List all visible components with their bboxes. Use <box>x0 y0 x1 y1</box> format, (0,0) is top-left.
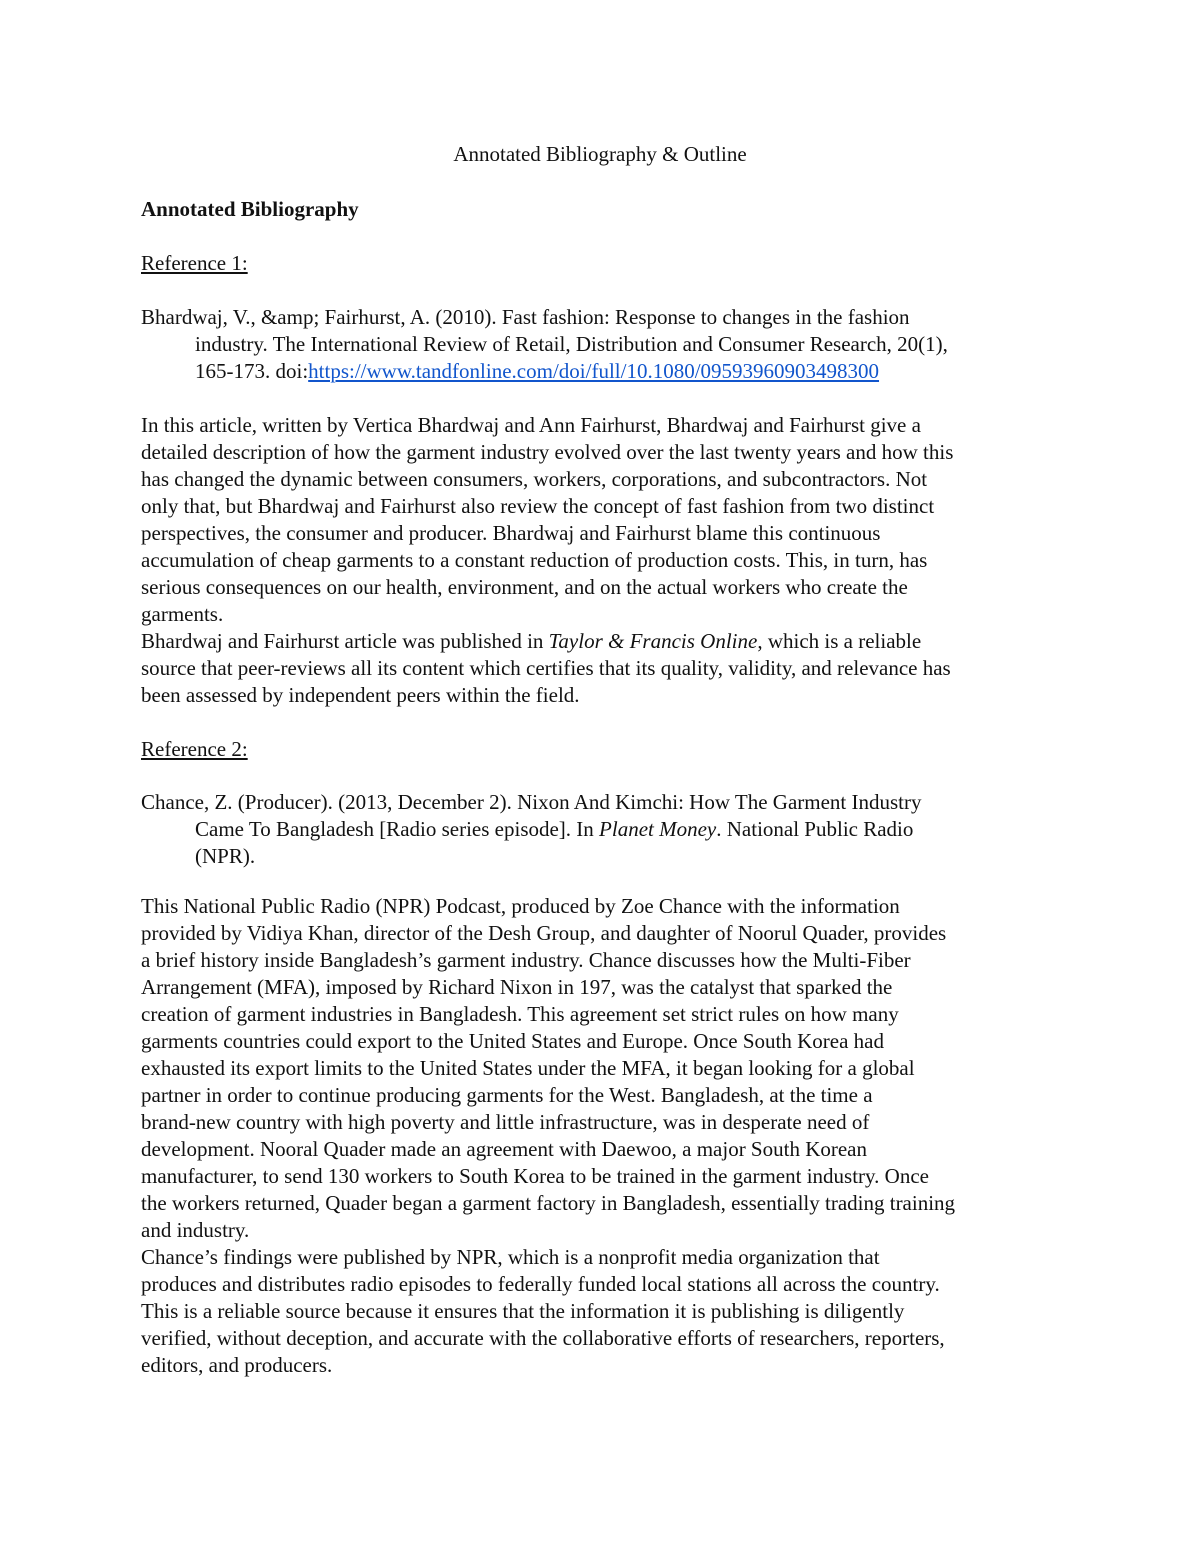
program-name: Planet Money <box>599 817 717 841</box>
doi-link[interactable]: https://www.tandfonline.com/doi/full/10.1080/09593960903498300 <box>308 359 880 383</box>
paragraph-line: Chance’s findings were published by NPR, which is a nonprofit media organization that <box>141 1245 880 1269</box>
text: Bhardwaj and Fairhurst article was published in <box>141 629 549 653</box>
evaluation-line: been assessed by independent peers within the field. <box>141 683 580 707</box>
paragraph-line: This National Public Radio (NPR) Podcast, produced by Zoe Chance with the information <box>141 894 900 918</box>
reference-2-citation <box>141 789 1071 870</box>
text: , which is a reliable <box>757 629 922 653</box>
paragraph-line: development. Nooral Quader made an agreement with Daewoo, a major South Korean <box>141 1137 867 1161</box>
paragraph-line: detailed description of how the garment industry evolved over the last twenty years and how this <box>141 440 954 464</box>
reference-1-label: Reference 1: <box>141 251 248 275</box>
paragraph-line: partner in order to continue producing garments for the West. Bangladesh, at the time a <box>141 1083 873 1107</box>
citation-line: Chance, Z. (Producer). (2013, December 2). Nixon And Kimchi: How The Garment Industry <box>141 790 922 814</box>
reference-2-summary <box>141 893 1071 1244</box>
paragraph-line: accumulation of cheap garments to a constant reduction of production costs. This, in turn, has <box>141 548 928 572</box>
paragraph-line: produces and distributes radio episodes to federally funded local stations all across the country. <box>141 1272 940 1296</box>
paragraph-line: the workers returned, Quader began a garment factory in Bangladesh, essentially trading training <box>141 1191 956 1215</box>
text: Came To Bangladesh [Radio series episode]. In <box>195 817 600 841</box>
paragraph-line: garments countries could export to the United States and Europe. Once South Korea had <box>141 1029 884 1053</box>
document-title: Annotated Bibliography & Outline <box>453 142 747 166</box>
reference-1-evaluation <box>141 628 1071 709</box>
paragraph-line: In this article, written by Vertica Bhardwaj and Ann Fairhurst, Bhardwaj and Fairhurst give a <box>141 413 921 437</box>
reference-2-evaluation <box>141 1244 1071 1379</box>
reference-1-citation <box>141 304 1071 385</box>
paragraph-line: This is a reliable source because it ensures that the information it is publishing is diligently <box>141 1299 905 1323</box>
citation-line: Bhardwaj, V., &amp; Fairhurst, A. (2010). Fast fashion: Response to changes in the fashion <box>141 305 910 329</box>
paragraph-line: and industry. <box>141 1218 250 1242</box>
reference-2-label: Reference 2: <box>141 737 248 761</box>
paragraph-line: has changed the dynamic between consumers, workers, corporations, and subcontractors. Not <box>141 467 928 491</box>
citation-line <box>141 358 1071 385</box>
citation-line: (NPR). <box>195 844 256 868</box>
publisher-name: Taylor & Francis Online <box>548 629 758 653</box>
paragraph-line: perspectives, the consumer and producer. Bhardwaj and Fairhurst blame this continuous <box>141 521 881 545</box>
paragraph-line: editors, and producers. <box>141 1353 333 1377</box>
evaluation-line <box>141 628 1071 655</box>
paragraph-line: serious consequences on our health, environment, and on the actual workers who create the <box>141 575 908 599</box>
paragraph-line: brand-new country with high poverty and little infrastructure, was in desperate need of <box>141 1110 870 1134</box>
paragraph-line: a brief history inside Bangladesh’s garment industry. Chance discusses how the Multi-Fiber <box>141 948 911 972</box>
paragraph-line: garments. <box>141 602 224 626</box>
citation-line <box>141 816 1071 843</box>
section-heading: Annotated Bibliography <box>141 197 359 221</box>
text: . National Public Radio <box>716 817 914 841</box>
paragraph-line: creation of garment industries in Bangladesh. This agreement set strict rules on how many <box>141 1002 899 1026</box>
paragraph-line: provided by Vidiya Khan, director of the Desh Group, and daughter of Noorul Quader, provides <box>141 921 947 945</box>
paragraph-line: only that, but Bhardwaj and Fairhurst also review the concept of fast fashion from two distinct <box>141 494 935 518</box>
citation-line: industry. The International Review of Retail, Distribution and Consumer Research, 20(1), <box>195 332 948 356</box>
paragraph-line: exhausted its export limits to the United States under the MFA, it began looking for a global <box>141 1056 915 1080</box>
evaluation-line: source that peer-reviews all its content which certifies that its quality, validity, and relevance has <box>141 656 951 680</box>
citation-doi-prefix: 165-173. doi: <box>195 359 309 383</box>
reference-1-summary <box>141 412 1071 628</box>
paragraph-line: Arrangement (MFA), imposed by Richard Nixon in 197, was the catalyst that sparked the <box>141 975 893 999</box>
paragraph-line: verified, without deception, and accurate with the collaborative efforts of researchers, reporters, <box>141 1326 945 1350</box>
paragraph-line: manufacturer, to send 130 workers to South Korea to be trained in the garment industry. Once <box>141 1164 929 1188</box>
